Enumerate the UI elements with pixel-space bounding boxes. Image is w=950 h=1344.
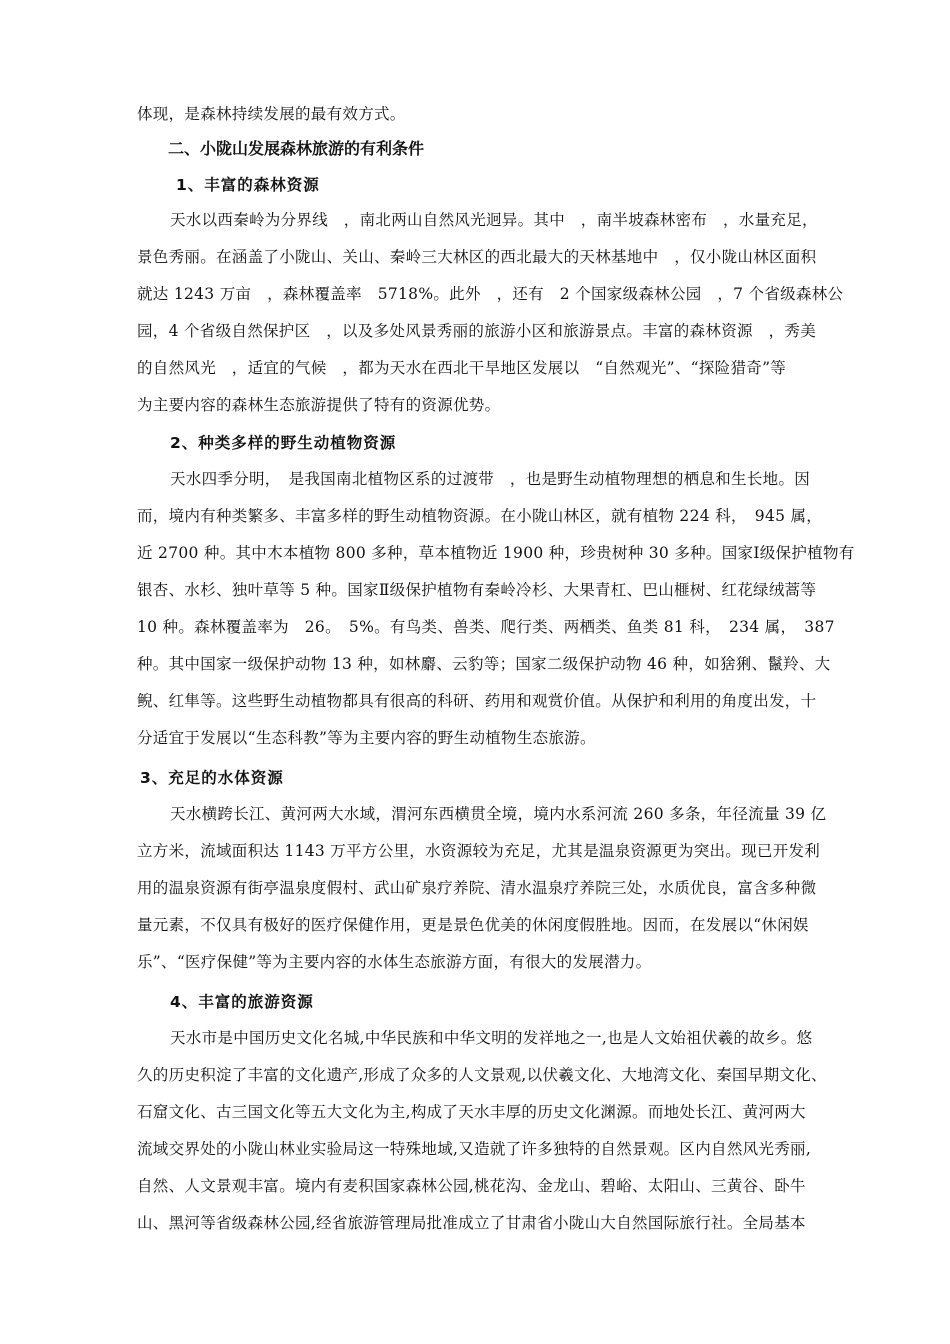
paragraph-line: 用的温泉资源有街亭温泉度假村、武山矿泉疗养院、清水温泉疗养院三处，水质优良，富含多种微: [137, 879, 817, 897]
paragraph-line: 10 种。森林覆盖率为 26。 5%。有鸟类、兽类、爬行类、两栖类、鱼类 81 科， 234 属， 387: [137, 618, 835, 636]
paragraph-line: 分适宜于发展以“生态科教”等为主要内容的野生动植物生态旅游。: [137, 729, 596, 747]
paragraph-line: 天水市是中国历史文化名城,中华民族和中华文明的发祥地之一,也是人文始祖伏羲的故乡。悠: [170, 1029, 813, 1047]
paragraph-line: 而，境内有种类繁多、丰富多样的野生动植物资源。在小陇山林区，就有植物 224 科， 945 属，: [137, 507, 823, 525]
paragraph-line: 园，4 个省级自然保护区 ，以及多处风景秀丽的旅游小区和旅游景点。丰富的森林资源 ，秀美: [137, 322, 816, 340]
paragraph-line: 天水横跨长江、黄河两大水域，渭河东西横贯全境，境内水系河流 260 多条，年径流量 39 亿: [170, 805, 827, 823]
subsection-heading-4: 4、丰富的旅游资源: [170, 993, 314, 1011]
paragraph-line: 为主要内容的森林生态旅游提供了特有的资源优势。: [137, 396, 501, 414]
paragraph-line: 种。其中国家一级保护动物 13 种，如林麝、云豹等；国家二级保护动物 46 种，如猞猁、鬣羚、大: [137, 655, 831, 673]
paragraph-line: 自然、人文景观丰富。境内有麦积国家森林公园,桃花沟、金龙山、碧峪、太阳山、三黄谷、卧牛: [137, 1177, 806, 1195]
section-heading: 二、小陇山发展森林旅游的有利条件: [168, 139, 425, 158]
paragraph-line: 久的历史积淀了丰富的文化遗产,形成了众多的人文景观,以伏羲文化、大地湾文化、秦国早期文化、: [137, 1066, 827, 1084]
paragraph-line: 山、黑河等省级森林公园,经省旅游管理局批准成立了甘肃省小陇山大自然国际旅行社。全局基本: [137, 1214, 806, 1232]
subsection-heading-2: 2、种类多样的野生动植物资源: [170, 434, 397, 452]
paragraph-line: 的自然风光 ，适宜的气候 ，都为天水在西北干旱地区发展以 “自然观光”、“探险猎奇”等: [137, 359, 787, 377]
paragraph-line: 天水以西秦岭为分界线 ，南北两山自然风光迥异。其中 ，南半坡森林密布 ，水量充足，: [170, 211, 818, 229]
paragraph-line: 量元素，不仅具有极好的医疗保健作用，更是景色优美的休闲度假胜地。因而，在发展以“休闲娱: [137, 916, 809, 934]
intro-line: 体现，是森林持续发展的最有效方式。: [137, 105, 406, 123]
paragraph-line: 就达 1243 万亩 ，森林覆盖率 5718%。此外 ，还有 2 个国家级森林公园 ，7 个省级森林公: [137, 285, 844, 303]
paragraph-line: 乐”、“医疗保健”等为主要内容的水体生态旅游方面，有很大的发展潜力。: [137, 953, 652, 971]
paragraph-line: 流域交界处的小陇山林业实验局这一特殊地域,又造就了许多独特的自然景观。区内自然风光秀丽,: [137, 1140, 812, 1158]
subsection-heading-3: 3、充足的水体资源: [140, 769, 284, 787]
paragraph-line: 景色秀丽。在涵盖了小陇山、关山、秦岭三大林区的西北最大的天林基地中 ，仅小陇山林区面积: [137, 248, 817, 266]
paragraph-line: 天水四季分明， 是我国南北植物区系的过渡带 ，也是野生动植物理想的栖息和生长地。因: [170, 470, 811, 488]
subsection-heading-1: 1、丰富的森林资源: [176, 176, 320, 194]
paragraph-line: 立方米，流域面积达 1143 万平方公里，水资源较为充足，尤其是温泉资源更为突出。现已开发利: [137, 842, 821, 860]
paragraph-line: 银杏、水杉、独叶草等 5 种。国家Ⅱ级保护植物有秦岭冷杉、大果青杠、巴山榧树、红花绿绒蒿等: [137, 581, 817, 599]
paragraph-line: 石窟文化、古三国文化等五大文化为主,构成了天水丰厚的历史文化渊源。而地处长江、黄河两大: [137, 1103, 806, 1121]
paragraph-line: 鲵、红隼等。这些野生动植物都具有很高的科研、药用和观赏价值。从保护和利用的角度出发，十: [137, 692, 817, 710]
paragraph-line: 近 2700 种。其中木本植物 800 多种，草本植物近 1900 种，珍贵树种 30 多种。国家Ⅰ级保护植物有: [137, 544, 855, 562]
